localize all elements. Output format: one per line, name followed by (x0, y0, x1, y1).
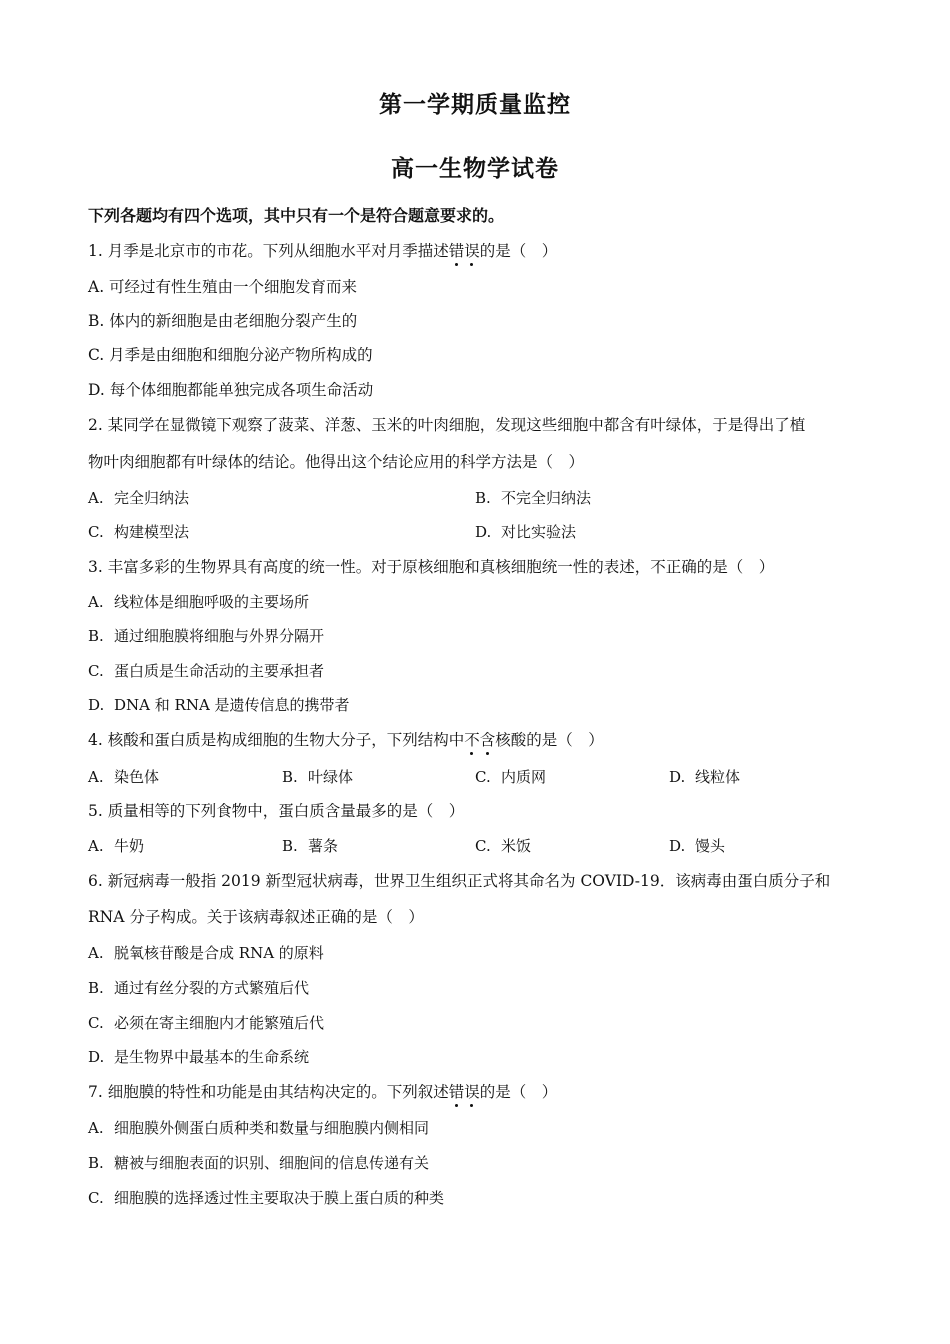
question-7-option-c (88, 1188, 444, 1208)
option-text: 脱氧核苷酸是合成 RNA 的原料 (114, 944, 324, 962)
question-7-stem-tail: 的是（ ） (479, 1083, 558, 1101)
emphasis-char: 错 (448, 1083, 465, 1101)
question-2-option-d (475, 522, 576, 542)
option-label: D. (88, 1048, 105, 1066)
emphasis-char: 不 (464, 731, 480, 749)
question-6-option-c (88, 1013, 324, 1033)
option-text: 通过细胞膜将细胞与外界分隔开 (114, 627, 325, 645)
question-7-option-b (88, 1153, 429, 1173)
question-6-option-a (88, 943, 324, 963)
option-text: 线粒体是细胞呼吸的主要场所 (114, 593, 310, 611)
exam-title: 第一学期质量监控 (379, 91, 571, 118)
option-text: 完全归纳法 (114, 489, 190, 507)
question-2-option-c (88, 522, 189, 542)
exam-subtitle: 高一生物学试卷 (391, 155, 559, 182)
question-2-stem-line2: 物叶肉细胞都有叶绿体的结论。他得出这个结论应用的科学方法是（ ） (88, 453, 585, 471)
option-text: 米饭 (501, 837, 532, 855)
emphasis-char: 错 (448, 242, 465, 260)
option-label: A. (88, 768, 104, 786)
option-text: 细胞膜外侧蛋白质种类和数量与细胞膜内侧相同 (114, 1119, 430, 1137)
option-label: B. (282, 768, 298, 786)
option-label: D. (669, 837, 686, 855)
option-label: B. (88, 979, 104, 997)
question-1-stem (88, 241, 557, 261)
question-2-option-a (88, 488, 189, 508)
option-label: C. (88, 1014, 104, 1032)
option-label: A. (88, 593, 104, 611)
question-3-stem: 3. 丰富多彩的生物界具有高度的统一性。对于原核细胞和真核细胞统一性的表述，不正确的是（ ） (88, 558, 775, 576)
emphasis-char: 误 (464, 242, 480, 260)
option-text: 叶绿体 (308, 768, 354, 786)
question-4-option-b (282, 767, 353, 787)
question-5-option-b (282, 836, 338, 856)
question-3-option-b (88, 626, 324, 646)
option-label: A. (88, 489, 104, 507)
question-1-option-c: C. 月季是由细胞和细胞分泌产物所构成的 (88, 346, 373, 364)
question-6-option-b (88, 978, 309, 998)
option-text: 馒头 (695, 837, 726, 855)
question-3-option-d (88, 695, 350, 715)
option-text: 构建模型法 (114, 523, 190, 541)
option-text: 内质网 (501, 768, 547, 786)
option-text: 必须在寄主细胞内才能繁殖后代 (114, 1014, 325, 1032)
option-label: A. (88, 944, 104, 962)
option-text: 线粒体 (695, 768, 741, 786)
option-label: B. (88, 627, 104, 645)
option-text: 薯条 (308, 837, 339, 855)
option-text: 牛奶 (114, 837, 145, 855)
option-label: B. (475, 489, 491, 507)
option-label: A. (88, 1119, 104, 1137)
option-text: 通过有丝分裂的方式繁殖后代 (114, 979, 310, 997)
option-label: C. (475, 768, 491, 786)
question-2-stem-line1: 2. 某同学在显微镜下观察了菠菜、洋葱、玉米的叶肉细胞，发现这些细胞中都含有叶绿体，于是得出了植 (88, 416, 806, 434)
question-6-stem-line2: RNA 分子构成。关于该病毒叙述正确的是（ ） (88, 908, 424, 926)
option-label: D. (88, 696, 105, 714)
question-7-stem (88, 1082, 557, 1102)
question-5-option-c (475, 836, 531, 856)
question-4-option-d (669, 767, 740, 787)
question-1-stem-text: 1. 月季是北京市的市花。下列从细胞水平对月季描述 (88, 242, 449, 260)
option-label: B. (282, 837, 298, 855)
question-3-option-a (88, 592, 309, 612)
question-4-stem (88, 730, 604, 750)
option-label: D. (669, 768, 686, 786)
option-text: 不完全归纳法 (501, 489, 592, 507)
option-label: B. (88, 1154, 104, 1172)
question-4-stem-text: 4. 核酸和蛋白质是构成细胞的生物大分子，下列结构中 (88, 731, 465, 749)
option-label: C. (475, 837, 491, 855)
emphasis-char: 含 (479, 731, 496, 749)
option-text: 对比实验法 (501, 523, 577, 541)
option-text: 蛋白质是生命活动的主要承担者 (114, 662, 325, 680)
question-7-stem-text: 7. 细胞膜的特性和功能是由其结构决定的。下列叙述 (88, 1083, 449, 1101)
question-1-stem-tail: 的是（ ） (479, 242, 558, 260)
question-1-option-a: A. 可经过有性生殖由一个细胞发育而来 (88, 278, 358, 296)
option-label: C. (88, 523, 104, 541)
question-4-option-a (88, 767, 159, 787)
question-4-option-c (475, 767, 546, 787)
question-5-stem: 5. 质量相等的下列食物中，蛋白质含量最多的是（ ） (88, 802, 465, 820)
option-label: C. (88, 1189, 104, 1207)
option-label: D. (475, 523, 492, 541)
option-label: A. (88, 837, 104, 855)
question-5-option-d (669, 836, 725, 856)
section-instruction: 下列各题均有四个选项，其中只有一个是符合题意要求的。 (88, 206, 505, 225)
option-text: 是生物界中最基本的生命系统 (114, 1048, 310, 1066)
question-1-option-d: D. 每个体细胞都能单独完成各项生命活动 (88, 381, 374, 399)
question-4-stem-tail: 核酸的是（ ） (495, 731, 604, 749)
option-text: 细胞膜的选择透过性主要取决于膜上蛋白质的种类 (114, 1189, 445, 1207)
option-text: DNA 和 RNA 是遗传信息的携带者 (114, 696, 350, 714)
emphasis-char: 误 (464, 1083, 480, 1101)
option-text: 糖被与细胞表面的识别、细胞间的信息传递有关 (114, 1154, 430, 1172)
option-text: 染色体 (114, 768, 160, 786)
question-6-stem-line1: 6. 新冠病毒一般指 2019 新型冠状病毒，世界卫生组织正式将其命名为 COVID-19．该病毒由蛋白质分子和 (88, 872, 831, 890)
option-label: C. (88, 662, 104, 680)
question-1-option-b: B. 体内的新细胞是由老细胞分裂产生的 (88, 312, 358, 330)
question-6-option-d (88, 1047, 309, 1067)
question-3-option-c (88, 661, 324, 681)
question-2-option-b (475, 488, 591, 508)
question-5-option-a (88, 836, 144, 856)
question-7-option-a (88, 1118, 429, 1138)
